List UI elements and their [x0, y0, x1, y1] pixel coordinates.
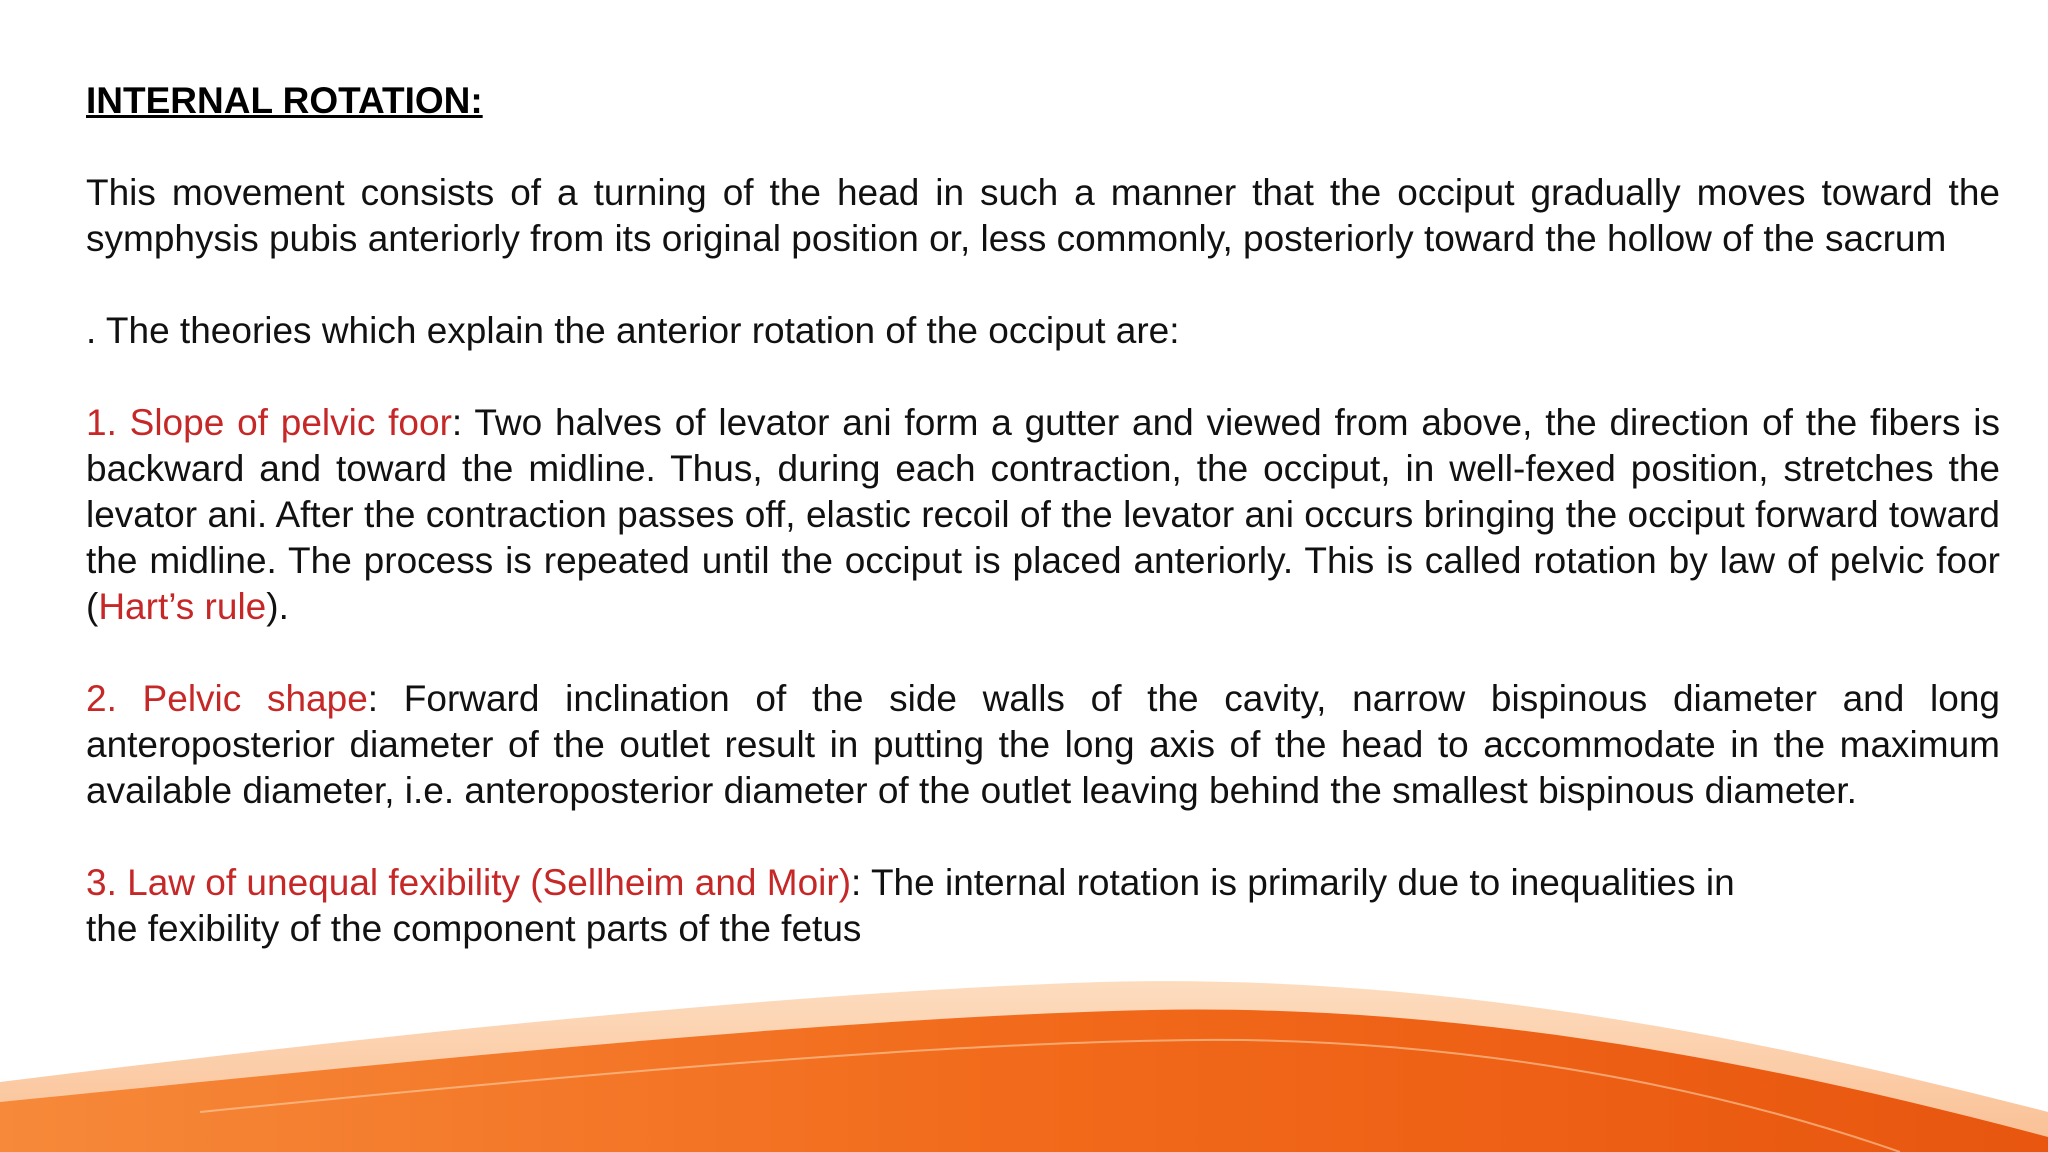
harts-rule-text: Hart’s rule [98, 586, 267, 627]
point-1-heading: 1. Slope of pelvic foor [86, 402, 452, 443]
slide-title: INTERNAL ROTATION: [86, 80, 483, 121]
point-1-text: : Two halves of levator ani form a gutter and viewed from above, the direction of the fibers is backward and toward the midline. Thus, during each contraction, the occiput, in well-fexed position, stretches the levator ani. After the contraction passes off, elastic recoil of the levator ani occurs bringing the occiput forward toward the midline. The process is repeated until the occiput is placed anteriorly. This is called rotation by law of pelvic foor ( [86, 402, 2000, 627]
point-3-paragraph [86, 860, 2000, 952]
point-1-tail: ). [266, 586, 289, 627]
point-2-paragraph [86, 676, 2000, 814]
point-2-heading: 2. Pelvic shape [86, 678, 368, 719]
point-3-text-line1: : The internal rotation is primarily due to inequalities in [851, 862, 1735, 903]
decorative-orange-wave [0, 962, 2048, 1152]
theories-lead: . The theories which explain the anterior rotation of the occiput are: [86, 310, 1180, 351]
point-1-paragraph [86, 400, 2000, 630]
point-3-heading: 3. Law of unequal fexibility (Sellheim and Moir) [86, 862, 852, 903]
slide-content [86, 78, 2000, 952]
intro-paragraph: This movement consists of a turning of the head in such a manner that the occiput gradually moves toward the symphysis pubis anteriorly from its original position or, less commonly, posteriorly toward the hollow of the sacrum [86, 172, 2000, 259]
point-2-text: : Forward inclination of the side walls of the cavity, narrow bispinous diameter and long anteroposterior diameter of the outlet result in putting the long axis of the head to accommodate in the maximum available diameter, i.e. anteroposterior diameter of the outlet leaving behind the smallest bispinous diameter. [86, 678, 2000, 811]
point-3-text-line2: the fexibility of the component parts of the fetus [86, 908, 862, 949]
